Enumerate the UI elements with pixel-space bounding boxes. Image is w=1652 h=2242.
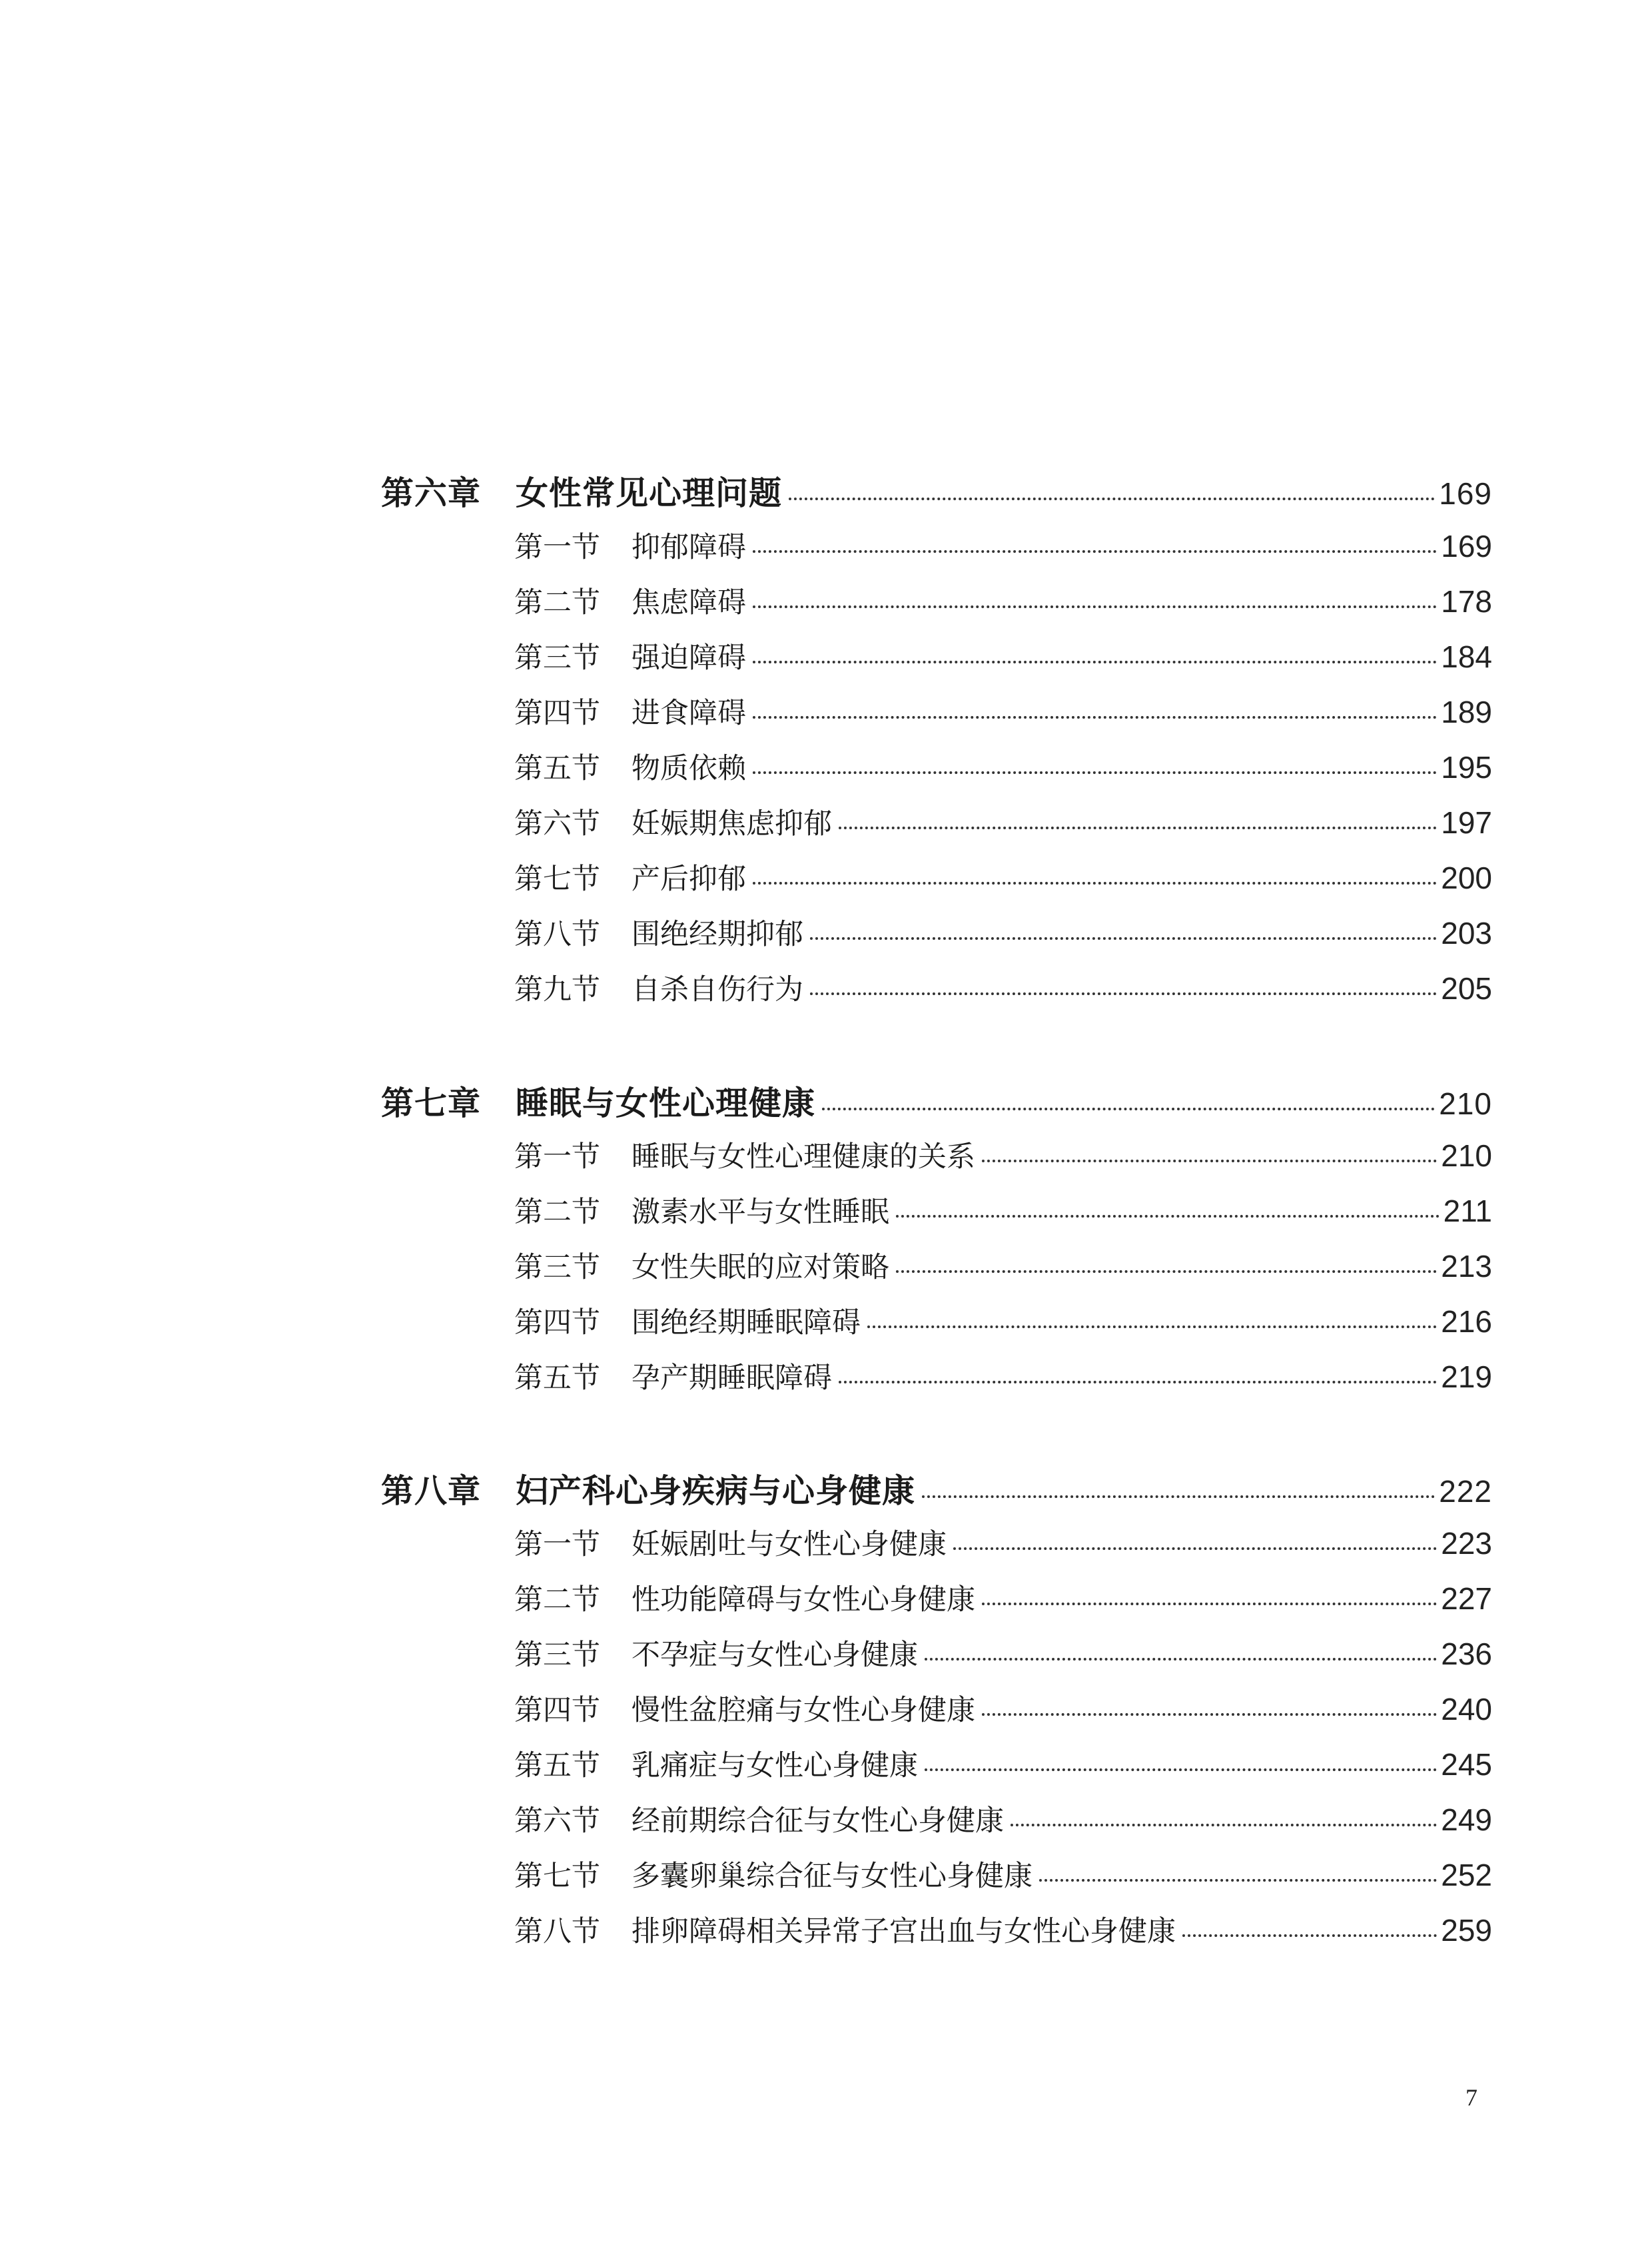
toc-section-8-4[interactable] [381,1688,1492,1728]
toc-section-8-6[interactable] [381,1798,1492,1839]
section-title: 围绝经期抑郁 [631,918,803,951]
chapter-title: 睡眠与女性心理健康 [516,1084,816,1122]
chapter-number: 第六章 [381,474,482,512]
section-title: 妊娠期焦虑抑郁 [631,807,832,841]
page-number: 210 [1439,1086,1492,1121]
page-number: 236 [1441,1637,1492,1671]
toc-section-7-3[interactable] [381,1245,1492,1286]
toc-section-6-1[interactable] [381,525,1492,565]
section-number: 第六节 [514,807,600,841]
section-title: 睡眠与女性心理健康的关系 [631,1140,975,1174]
dot-leader [867,1325,1437,1328]
dot-leader [839,827,1437,829]
dot-leader [896,1215,1440,1218]
section-title: 孕产期睡眠障碍 [631,1361,832,1395]
dot-leader [1039,1879,1437,1882]
page-number: 259 [1441,1913,1492,1948]
section-number: 第三节 [514,641,600,675]
toc-chapter-6[interactable] [381,468,1492,514]
dot-leader [753,771,1437,774]
section-title: 排卵障碍相关异常子宫出血与女性心身健康 [631,1915,1176,1948]
section-title: 慢性盆腔痛与女性心身健康 [631,1694,975,1727]
toc-section-6-6[interactable] [381,801,1492,842]
dot-leader [982,1603,1437,1605]
dot-leader [753,882,1437,885]
section-title: 经前期综合征与女性心身健康 [631,1804,1004,1838]
dot-leader [822,1108,1435,1110]
section-number: 第八节 [514,1915,600,1948]
dot-leader [810,937,1437,940]
dot-leader [753,605,1437,608]
page-number: 211 [1443,1194,1492,1228]
section-number: 第二节 [514,1196,600,1229]
toc-section-8-5[interactable] [381,1743,1492,1784]
dot-leader [1182,1934,1437,1937]
section-title: 乳痛症与女性心身健康 [631,1749,918,1782]
section-title: 物质依赖 [631,752,746,785]
toc-section-8-1[interactable] [381,1522,1492,1563]
toc-section-6-7[interactable] [381,857,1492,897]
dot-leader [896,1270,1437,1273]
page-number: 223 [1441,1526,1492,1561]
toc-section-6-8[interactable] [381,912,1492,952]
section-title: 女性失眠的应对策略 [631,1251,889,1284]
dot-leader [1011,1824,1437,1826]
toc-chapter-7[interactable] [381,1078,1492,1124]
section-number: 第七节 [514,863,600,896]
toc-chapter-8[interactable] [381,1465,1492,1512]
section-title: 抑郁障碍 [631,531,746,564]
section-title: 围绝经期睡眠障碍 [631,1306,861,1339]
toc-section-6-9[interactable] [381,967,1492,1008]
page-number: 213 [1441,1249,1492,1284]
toc-section-8-3[interactable] [381,1633,1492,1673]
toc-section-6-2[interactable] [381,580,1492,621]
section-number: 第六节 [514,1804,600,1838]
page-number: 216 [1441,1304,1492,1339]
toc-section-7-2[interactable] [381,1190,1492,1230]
chapter-number: 第八章 [381,1472,482,1510]
dot-leader [925,1658,1437,1661]
section-title: 产后抑郁 [631,863,746,896]
chapter-title: 女性常见心理问题 [516,474,783,512]
section-title: 不孕症与女性心身健康 [631,1639,918,1672]
page-number: 249 [1441,1802,1492,1837]
section-title: 多囊卵巢综合征与女性心身健康 [631,1860,1032,1893]
toc-section-7-1[interactable] [381,1134,1492,1175]
dot-leader [922,1495,1435,1498]
section-number: 第三节 [514,1639,600,1672]
section-number: 第七节 [514,1860,600,1893]
toc-section-7-5[interactable] [381,1355,1492,1396]
section-number: 第二节 [514,1583,600,1617]
toc-section-8-8[interactable] [381,1909,1492,1950]
dot-leader [925,1768,1437,1771]
toc-section-6-3[interactable] [381,635,1492,676]
page-number: 222 [1439,1474,1492,1509]
section-number: 第二节 [514,586,600,619]
page-number: 240 [1441,1692,1492,1726]
section-title: 自杀自伤行为 [631,973,803,1006]
section-number: 第一节 [514,1140,600,1174]
toc-section-8-7[interactable] [381,1854,1492,1894]
section-title: 焦虑障碍 [631,586,746,619]
section-title: 妊娠剧吐与女性心身健康 [631,1528,947,1561]
dot-leader [810,992,1437,995]
page-number: 200 [1441,861,1492,895]
page-number: 210 [1441,1138,1492,1173]
section-number: 第四节 [514,697,600,730]
section-number: 第五节 [514,1361,600,1395]
page-number: 169 [1439,476,1492,511]
page-number: 195 [1441,750,1492,785]
dot-leader [982,1160,1437,1162]
page-number: 184 [1441,639,1492,674]
page-number: 205 [1441,971,1492,1006]
page-number: 245 [1441,1747,1492,1782]
toc-section-8-2[interactable] [381,1577,1492,1618]
toc-section-6-4[interactable] [381,691,1492,731]
dot-leader [839,1381,1437,1383]
section-number: 第一节 [514,1528,600,1561]
section-title: 进食障碍 [631,697,746,730]
section-title: 性功能障碍与女性心身健康 [631,1583,975,1617]
dot-leader [753,550,1437,553]
section-title: 激素水平与女性睡眠 [631,1196,889,1229]
dot-leader [953,1547,1437,1550]
page-number: 252 [1441,1858,1492,1892]
page-number: 227 [1441,1581,1492,1616]
toc-section-6-5[interactable] [381,746,1492,787]
chapter-number: 第七章 [381,1084,482,1122]
page-number: 178 [1441,584,1492,619]
dot-leader [753,716,1437,719]
chapter-title: 妇产科心身疾病与心身健康 [516,1472,916,1510]
section-number: 第四节 [514,1306,600,1339]
section-number: 第八节 [514,918,600,951]
section-number: 第四节 [514,1694,600,1727]
section-number: 第一节 [514,531,600,564]
page-number: 169 [1441,529,1492,563]
section-number: 第九节 [514,973,600,1006]
section-number: 第五节 [514,1749,600,1782]
section-number: 第三节 [514,1251,600,1284]
page-number: 197 [1441,805,1492,840]
section-title: 强迫障碍 [631,641,746,675]
toc-section-7-4[interactable] [381,1300,1492,1341]
page-number: 219 [1441,1359,1492,1394]
page-number: 189 [1441,695,1492,729]
page-number: 203 [1441,916,1492,950]
dot-leader [982,1713,1437,1716]
dot-leader [789,498,1435,500]
section-number: 第五节 [514,752,600,785]
dot-leader [753,661,1437,663]
footer-page-number: 7 [1465,2084,1477,2111]
